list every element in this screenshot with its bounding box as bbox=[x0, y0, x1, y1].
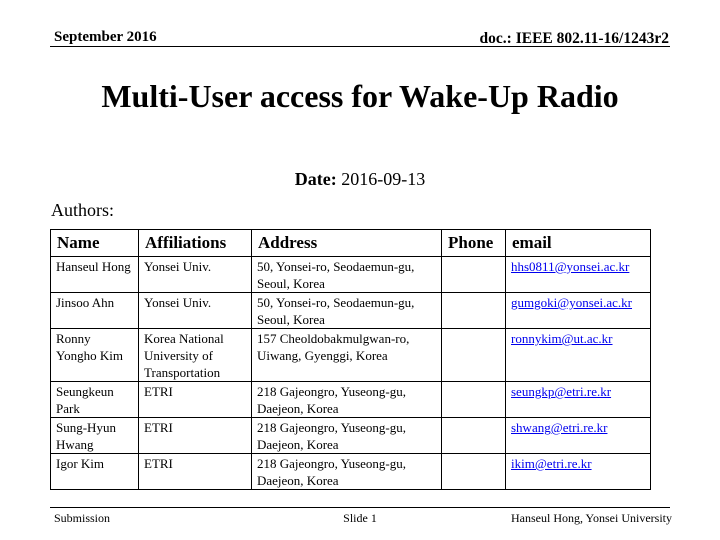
footer-submission: Submission bbox=[54, 511, 111, 525]
author-name: Hanseul Hong bbox=[51, 257, 139, 293]
author-affiliation: ETRI bbox=[139, 382, 252, 418]
author-address: 218 Gajeongro, Yuseong-gu, Daejeon, Korea bbox=[252, 418, 442, 454]
header-date: September 2016 bbox=[54, 29, 157, 45]
author-email-link[interactable]: ikim@etri.re.kr bbox=[506, 454, 651, 490]
author-name: Seungkeun Park bbox=[51, 382, 139, 418]
author-affiliation: Yonsei Univ. bbox=[139, 293, 252, 329]
authors-label: Authors: bbox=[51, 200, 114, 220]
author-phone bbox=[442, 382, 506, 418]
author-affiliation: Korea National University of Transportation bbox=[139, 329, 252, 382]
footer-slide-number: Slide 1 bbox=[343, 511, 377, 525]
author-email-link[interactable]: shwang@etri.re.kr bbox=[506, 418, 651, 454]
footer-author: Hanseul Hong, Yonsei University bbox=[511, 511, 672, 525]
author-phone bbox=[442, 454, 506, 490]
column-header-phone: Phone bbox=[442, 230, 506, 257]
table-row bbox=[51, 454, 651, 490]
column-header-name: Name bbox=[51, 230, 139, 257]
slide-title: Multi-User access for Wake-Up Radio bbox=[101, 78, 619, 114]
author-email-link[interactable]: hhs0811@yonsei.ac.kr bbox=[506, 257, 651, 293]
date-label: Date: bbox=[294, 169, 337, 189]
date-value: 2016-09-13 bbox=[341, 169, 426, 189]
date-line bbox=[0, 169, 720, 190]
author-phone bbox=[442, 329, 506, 382]
author-address: 50, Yonsei-ro, Seodaemun-gu, Seoul, Korea bbox=[252, 257, 442, 293]
footer-divider bbox=[50, 507, 670, 508]
column-header-email: email bbox=[506, 230, 651, 257]
author-phone bbox=[442, 257, 506, 293]
author-email-link[interactable]: gumgoki@yonsei.ac.kr bbox=[506, 293, 651, 329]
author-phone bbox=[442, 418, 506, 454]
author-affiliation: ETRI bbox=[139, 418, 252, 454]
table-row bbox=[51, 329, 651, 382]
author-address: 218 Gajeongro, Yuseong-gu, Daejeon, Korea bbox=[252, 382, 442, 418]
author-affiliation: ETRI bbox=[139, 454, 252, 490]
table-row bbox=[51, 382, 651, 418]
author-email-link[interactable]: seungkp@etri.re.kr bbox=[506, 382, 651, 418]
author-address: 50, Yonsei-ro, Seodaemun-gu, Seoul, Korea bbox=[252, 293, 442, 329]
header-divider bbox=[50, 46, 670, 47]
authors-table bbox=[50, 229, 651, 490]
author-name: Igor Kim bbox=[51, 454, 139, 490]
author-address: 157 Cheoldobakmulgwan-ro, Uiwang, Gyenggi, Korea bbox=[252, 329, 442, 382]
author-affiliation: Yonsei Univ. bbox=[139, 257, 252, 293]
author-phone bbox=[442, 293, 506, 329]
table-row bbox=[51, 293, 651, 329]
author-email-link[interactable]: ronnykim@ut.ac.kr bbox=[506, 329, 651, 382]
table-row bbox=[51, 418, 651, 454]
table-row bbox=[51, 257, 651, 293]
author-name: Jinsoo Ahn bbox=[51, 293, 139, 329]
author-name: Ronny Yongho Kim bbox=[51, 329, 139, 382]
column-header-address: Address bbox=[252, 230, 442, 257]
column-header-affiliations: Affiliations bbox=[139, 230, 252, 257]
header-doc-id: doc.: IEEE 802.11-16/1243r2 bbox=[479, 30, 669, 47]
author-name: Sung-Hyun Hwang bbox=[51, 418, 139, 454]
table-header-row bbox=[51, 230, 651, 257]
author-address: 218 Gajeongro, Yuseong-gu, Daejeon, Korea bbox=[252, 454, 442, 490]
